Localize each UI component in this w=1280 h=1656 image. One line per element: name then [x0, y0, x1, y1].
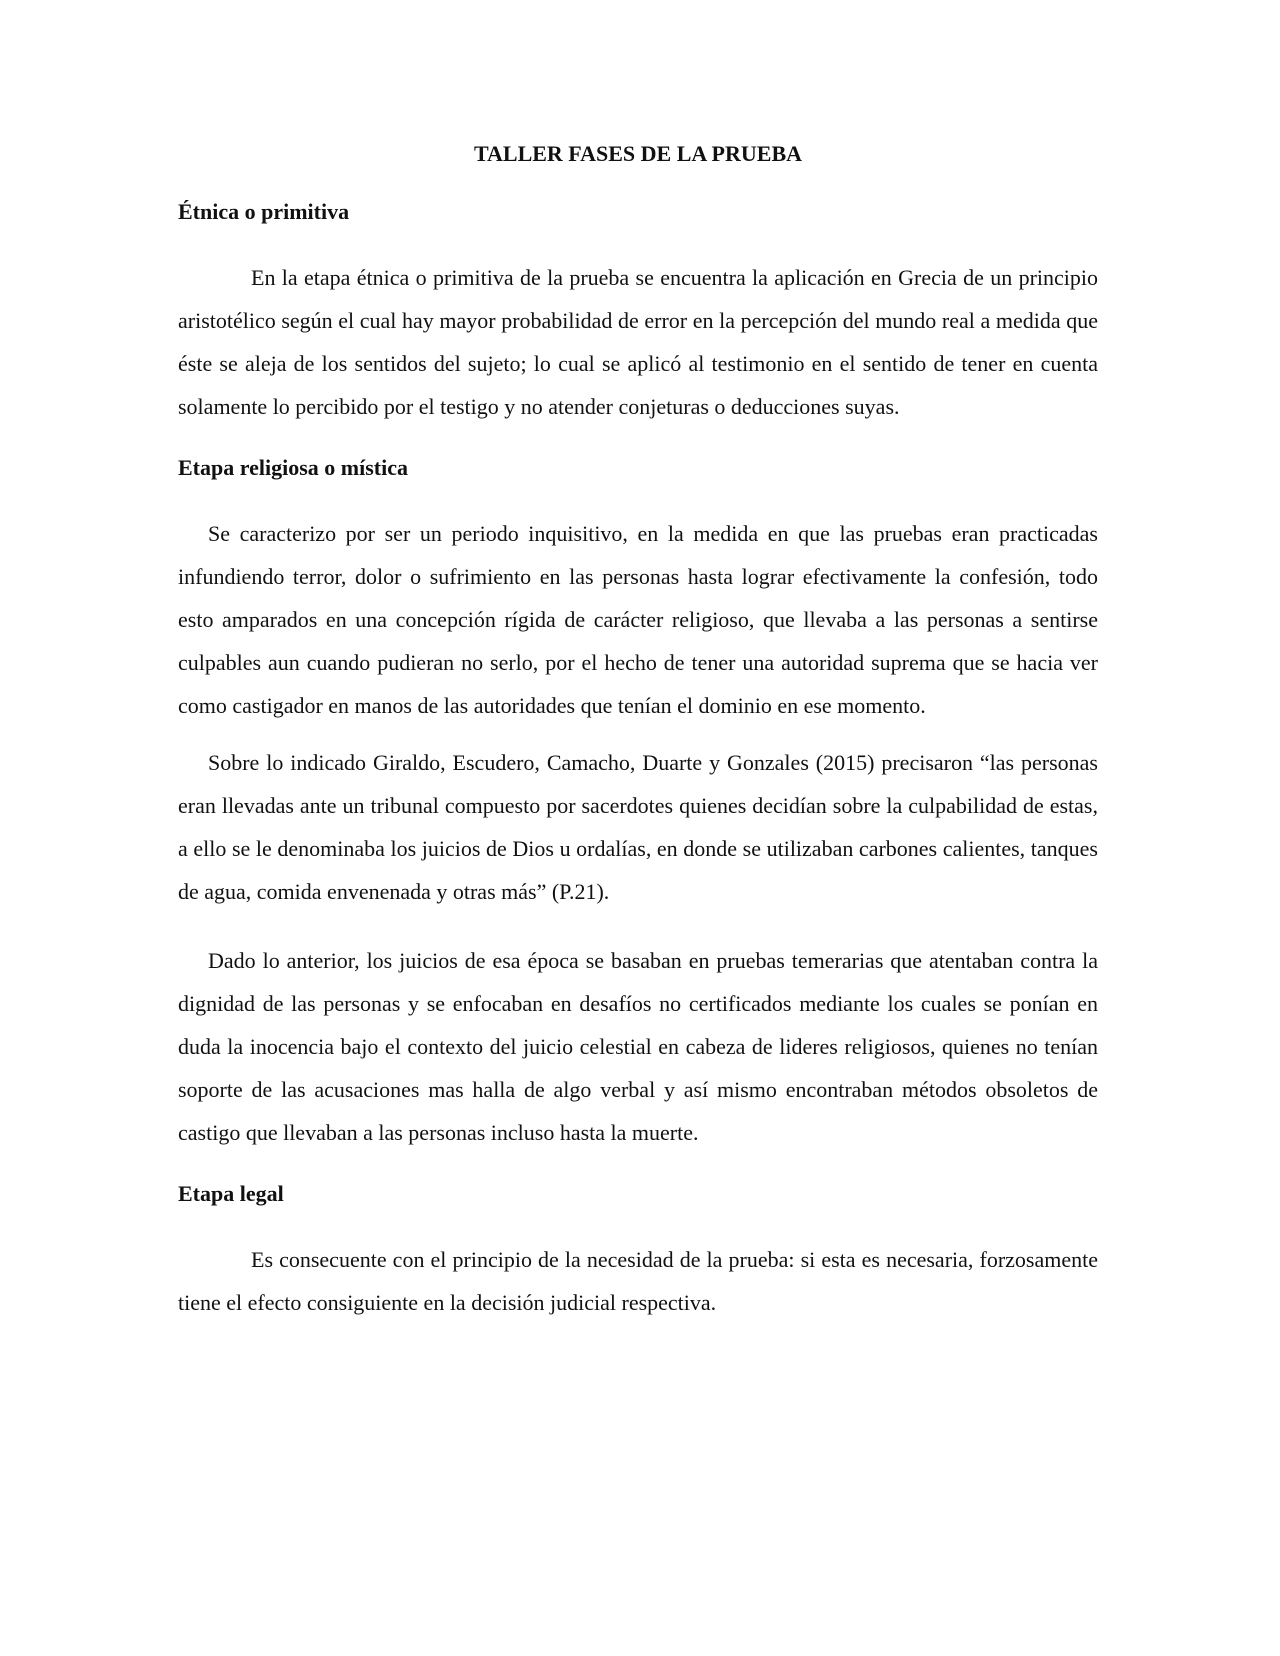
- document-page: [178, 140, 1098, 1338]
- document-title: TALLER FASES DE LA PRUEBA: [473, 141, 803, 166]
- paragraph-religiosa-1: Se caracterizo por ser un periodo inquisitivo, en la medida en que las pruebas eran practicadas infundiendo terror, dolor o sufrimiento en las personas hasta lograr efectivamente la confesión, todo esto amparados en una concepción rígida de carácter religioso, que llevaba a las personas a sentirse culpables aun cuando pudieran no serlo, por el hecho de tener una autoridad suprema que se hacia ver como castigador en manos de las autoridades que tenían el dominio en ese momento.: [178, 521, 1098, 718]
- paragraph-legal-1: Es consecuente con el principio de la necesidad de la prueba: si esta es necesaria, forzosamente tiene el efecto consiguiente en la decisión judicial respectiva.: [178, 1247, 1098, 1315]
- section-heading-etnica: Étnica o primitiva: [178, 199, 350, 224]
- section-heading-legal: Etapa legal: [178, 1181, 284, 1206]
- section-heading-religiosa: Etapa religiosa o mística: [178, 455, 408, 480]
- paragraph-religiosa-2: Sobre lo indicado Giraldo, Escudero, Camacho, Duarte y Gonzales (2015) precisaron “las personas eran llevadas ante un tribunal compuesto por sacerdotes quienes decidían sobre la culpabilidad de estas, a ello se le denominaba los juicios de Dios u ordalías, en donde se utilizaban carbones calientes, tanques de agua, comida envenenada y otras más” (P.21).: [178, 750, 1098, 904]
- paragraph-religiosa-3: Dado lo anterior, los juicios de esa época se basaban en pruebas temerarias que atentaban contra la dignidad de las personas y se enfocaban en desafíos no certificados mediante los cuales se ponían en duda la inocencia bajo el contexto del juicio celestial en cabeza de lideres religiosos, quienes no tenían soporte de las acusaciones mas halla de algo verbal y así mismo encontraban métodos obsoletos de castigo que llevaban a las personas incluso hasta la muerte.: [178, 948, 1098, 1145]
- paragraph-etnica-1: En la etapa étnica o primitiva de la prueba se encuentra la aplicación en Grecia de un principio aristotélico según el cual hay mayor probabilidad de error en la percepción del mundo real a medida que éste se aleja de los sentidos del sujeto; lo cual se aplicó al testimonio en el sentido de tener en cuenta solamente lo percibido por el testigo y no atender conjeturas o deducciones suyas.: [178, 265, 1098, 419]
